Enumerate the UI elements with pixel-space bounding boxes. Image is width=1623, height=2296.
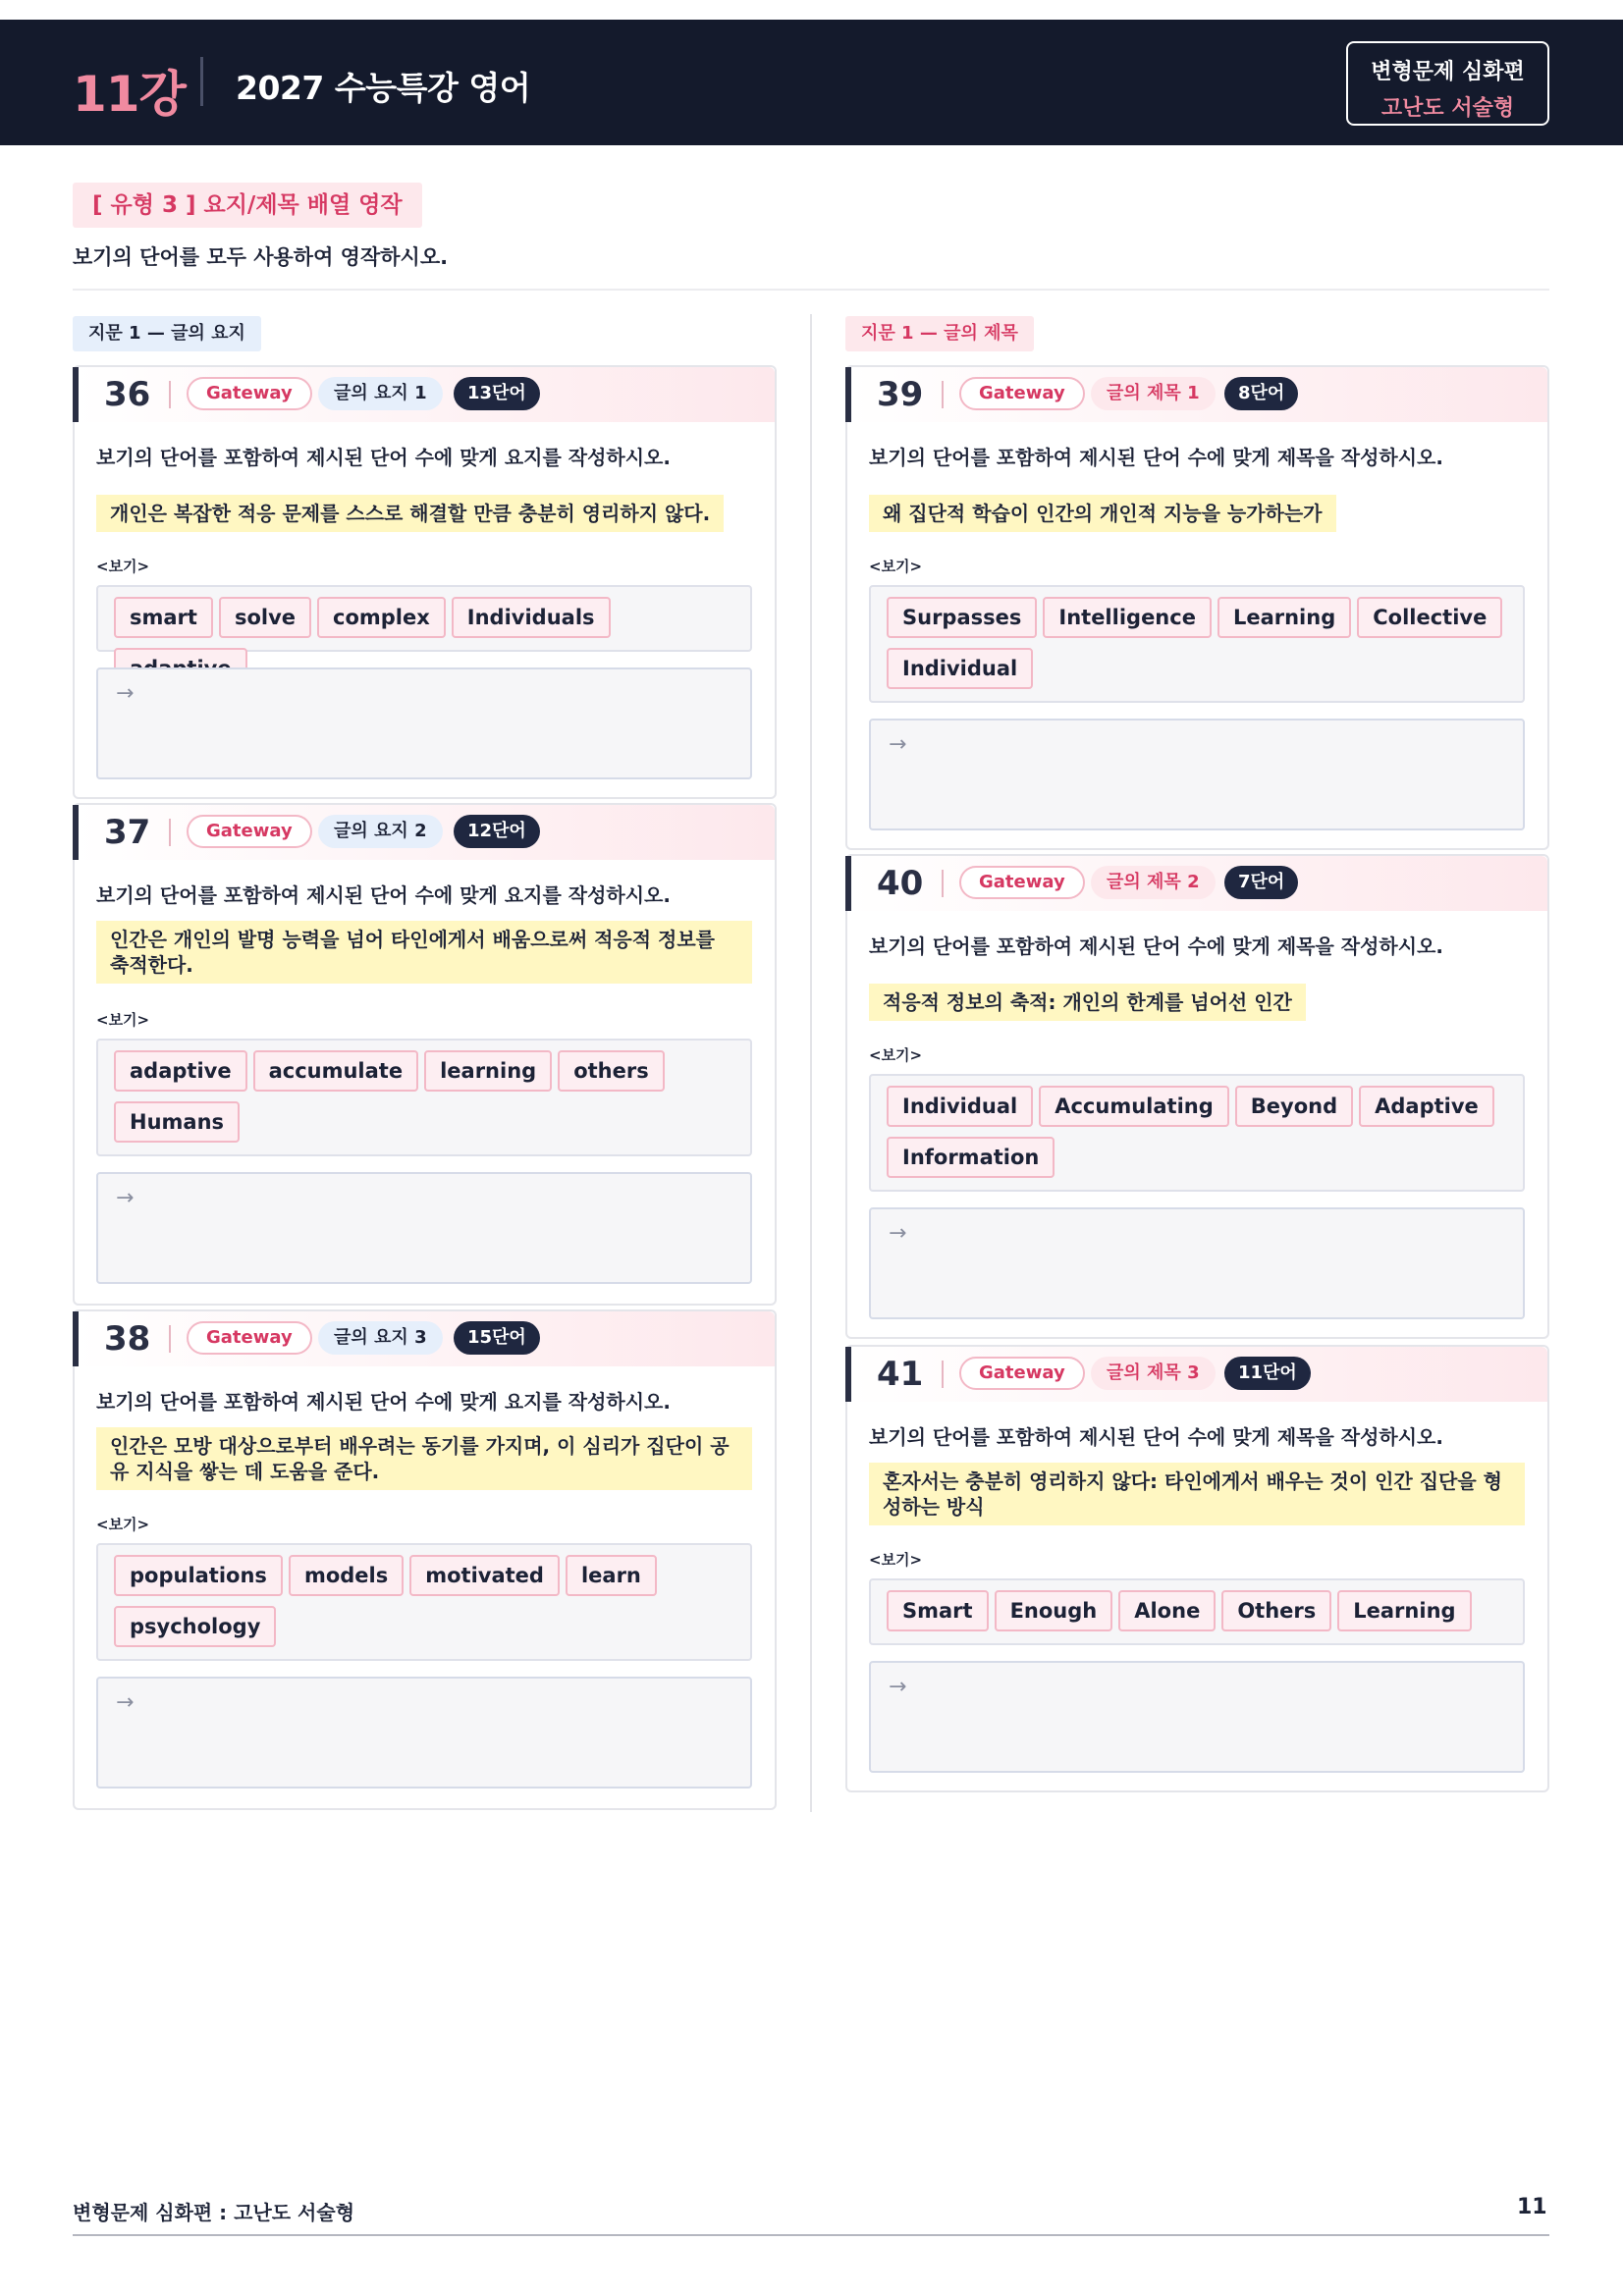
answer-field[interactable] [869,1661,1525,1773]
badge-line-2: 고난도 서술형 [1380,96,1515,121]
question-instruction: 보기의 단어를 포함하여 제시된 단어 수에 맞게 요지를 작성하시오. [96,1390,671,1414]
word-chip[interactable]: models [289,1555,404,1596]
word-bank [96,1543,752,1661]
question-type-pill: 글의 요지 1 [318,377,443,410]
question-type-pill: 글의 요지 2 [318,815,443,848]
bogi-label: <보기> [869,1046,923,1064]
question-instruction: 보기의 단어를 포함하여 제시된 단어 수에 맞게 제목을 작성하시오. [869,1425,1443,1449]
number-separator [169,1325,171,1353]
gateway-pill: Gateway [959,1357,1085,1390]
word-chip[interactable]: Alone [1118,1590,1216,1631]
word-count-pill: 15단어 [454,1321,540,1355]
page-number: 11 [1517,2195,1547,2219]
footer-divider [73,2234,1549,2236]
word-chip[interactable]: populations [114,1555,283,1596]
word-chip[interactable]: Learning [1337,1590,1471,1631]
question-card-37 [73,803,777,1306]
word-chip[interactable]: Beyond [1235,1086,1353,1127]
answer-field[interactable] [869,1207,1525,1319]
word-chip[interactable]: Individuals [452,597,611,638]
korean-hint: 혼자서는 충분히 영리하지 않다: 타인에게서 배우는 것이 인간 집단을 형성하는 방식 [869,1463,1525,1525]
bogi-label: <보기> [96,1011,150,1029]
word-chip[interactable]: Adaptive [1359,1086,1494,1127]
word-chip[interactable]: Smart [887,1590,989,1631]
word-chip[interactable]: Individual [887,648,1033,689]
header-divider [200,57,203,106]
badge-line-1: 변형문제 심화편 [1371,60,1525,84]
number-separator [169,819,171,846]
bogi-label: <보기> [869,1551,923,1569]
word-chip[interactable]: accumulate [253,1050,419,1092]
word-chip[interactable]: Accumulating [1039,1086,1229,1127]
question-number: 36 [104,375,151,414]
word-bank [96,585,752,652]
word-count-pill: 13단어 [454,377,540,410]
korean-hint: 왜 집단적 학습이 인간의 개인적 지능을 능가하는가 [869,495,1336,532]
word-chip[interactable]: Collective [1357,597,1502,638]
number-separator [942,870,944,897]
word-chip[interactable]: Learning [1217,597,1351,638]
number-separator [942,381,944,408]
korean-hint: 적응적 정보의 축적: 개인의 한계를 넘어선 인간 [869,984,1306,1021]
question-instruction: 보기의 단어를 포함하여 제시된 단어 수에 맞게 제목을 작성하시오. [869,446,1443,469]
answer-field[interactable] [869,719,1525,830]
card-accent-bar [845,856,851,911]
question-card-38 [73,1309,777,1810]
word-chip[interactable]: Individual [887,1086,1033,1127]
word-chip[interactable]: others [558,1050,665,1092]
left-column-label: 지문 1 — 글의 요지 [73,316,261,351]
question-number: 40 [877,864,924,903]
word-bank [869,1578,1525,1645]
question-card-39 [845,365,1549,850]
word-chip[interactable]: adaptive [114,1050,247,1092]
question-card-40 [845,854,1549,1339]
gateway-pill: Gateway [959,377,1085,410]
word-chip[interactable]: complex [317,597,446,638]
book-title: 2027 수능특강 영어 [236,69,531,107]
arrow-icon: → [116,1690,135,1715]
word-chip[interactable]: Others [1221,1590,1331,1631]
question-number: 37 [104,813,151,852]
question-type-pill: 글의 요지 3 [318,1321,443,1355]
korean-hint: 인간은 모방 대상으로부터 배우려는 동기를 가지며, 이 심리가 집단이 공유 지식을 쌓는 데 도움을 준다. [96,1427,752,1490]
question-type-pill: 글의 제목 2 [1091,866,1216,899]
question-instruction: 보기의 단어를 포함하여 제시된 단어 수에 맞게 제목을 작성하시오. [869,934,1443,958]
gateway-pill: Gateway [959,866,1085,899]
bogi-label: <보기> [869,558,923,575]
footer-title: 변형문제 심화편 : 고난도 서술형 [73,2201,355,2224]
section-divider [73,289,1549,291]
word-chip[interactable]: Enough [995,1590,1113,1631]
gateway-pill: Gateway [187,377,312,410]
word-count-pill: 7단어 [1224,866,1298,899]
korean-hint: 개인은 복잡한 적응 문제를 스스로 해결할 만큼 충분히 영리하지 않다. [96,495,724,532]
page-header [0,20,1623,145]
word-chip[interactable]: learn [566,1555,657,1596]
number-separator [169,381,171,408]
word-bank [96,1039,752,1156]
card-accent-bar [845,367,851,422]
question-type-pill: 글의 제목 1 [1091,377,1216,410]
lecture-number: 11강 [73,66,186,123]
section-instruction: 보기의 단어를 모두 사용하여 영작하시오. [73,245,449,269]
question-instruction: 보기의 단어를 포함하여 제시된 단어 수에 맞게 요지를 작성하시오. [96,883,671,907]
gateway-pill: Gateway [187,1321,312,1355]
arrow-icon: → [889,1675,907,1699]
word-chip[interactable]: Information [887,1137,1055,1178]
korean-hint: 인간은 개인의 발명 능력을 넘어 타인에게서 배움으로써 적응적 정보를 축적한다. [96,921,752,984]
section-tag: [ 유형 3 ] 요지/제목 배열 영작 [73,183,422,228]
number-separator [942,1361,944,1388]
arrow-icon: → [889,1221,907,1246]
right-column-label: 지문 1 — 글의 제목 [845,316,1034,351]
word-bank [869,585,1525,703]
word-chip[interactable]: Surpasses [887,597,1037,638]
answer-field[interactable] [96,1677,752,1789]
word-count-pill: 8단어 [1224,377,1298,410]
word-chip[interactable]: solve [219,597,311,638]
answer-field[interactable] [96,667,752,779]
word-chip[interactable]: learning [424,1050,552,1092]
question-type-pill: 글의 제목 3 [1091,1357,1216,1390]
card-accent-bar [73,367,79,422]
top-margin [0,0,1623,20]
arrow-icon: → [116,681,135,706]
bogi-label: <보기> [96,1516,150,1533]
word-chip[interactable]: smart [114,597,213,638]
card-accent-bar [73,805,79,860]
bogi-label: <보기> [96,558,150,575]
word-chip[interactable]: motivated [409,1555,560,1596]
word-chip[interactable]: Humans [114,1101,240,1143]
question-card-36 [73,365,777,799]
question-number: 39 [877,375,924,414]
question-number: 38 [104,1319,151,1359]
gateway-pill: Gateway [187,815,312,848]
word-chip[interactable]: Intelligence [1043,597,1212,638]
word-chip[interactable]: psychology [114,1606,276,1647]
answer-field[interactable] [96,1172,752,1284]
arrow-icon: → [116,1186,135,1210]
word-bank [869,1074,1525,1192]
question-card-41 [845,1345,1549,1792]
word-count-pill: 12단어 [454,815,540,848]
question-number: 41 [877,1355,924,1394]
card-accent-bar [73,1311,79,1366]
question-instruction: 보기의 단어를 포함하여 제시된 단어 수에 맞게 요지를 작성하시오. [96,446,671,469]
column-divider [810,314,812,1812]
card-accent-bar [845,1347,851,1402]
word-count-pill: 11단어 [1224,1357,1311,1390]
arrow-icon: → [889,732,907,757]
header-badge [1346,41,1549,126]
